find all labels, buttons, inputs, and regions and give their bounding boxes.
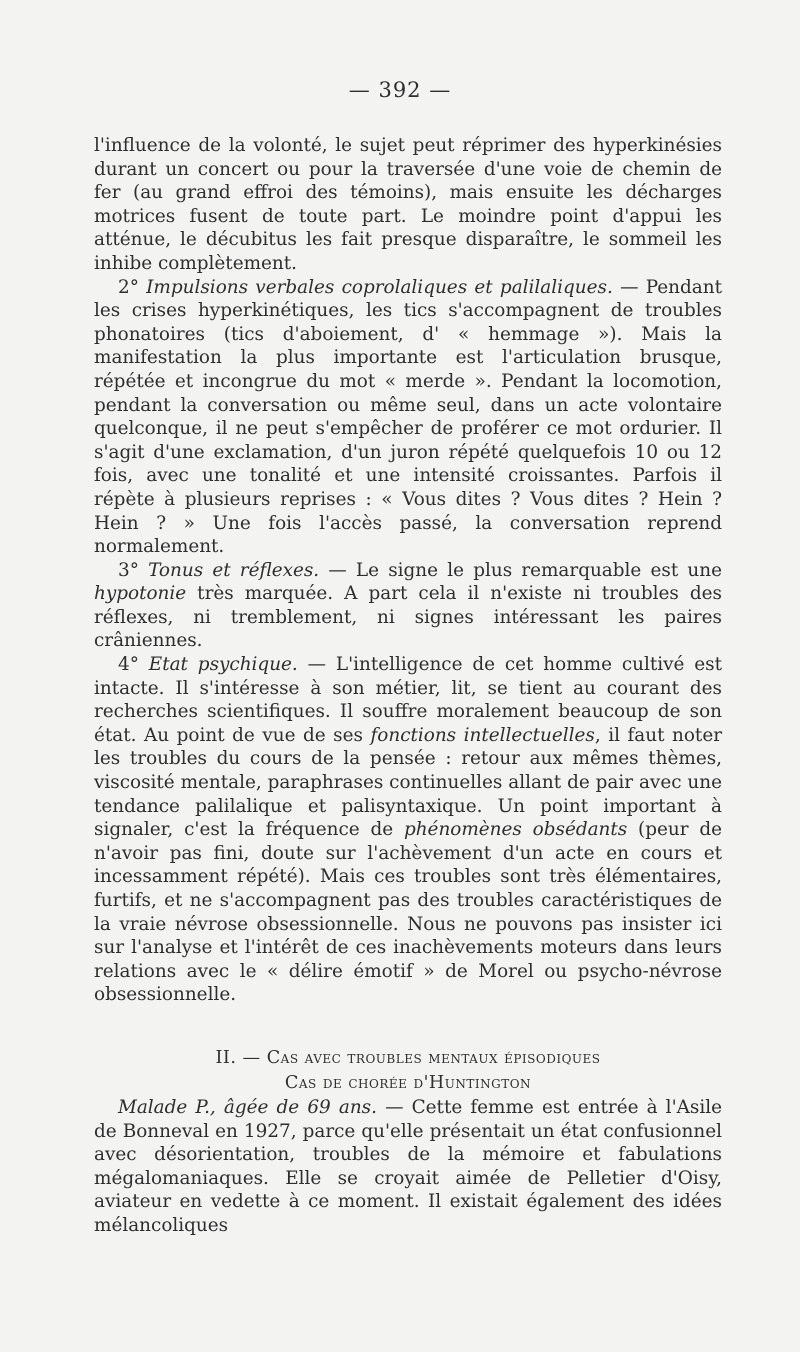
paragraph-3-text-b: très marquée. A part cela il n'existe ni troubles des réflexes, ni tremblement, ni signes intéressant les paires crâniennes. <box>94 583 722 652</box>
paragraph-2-text: — Pendant les crises hyperkinétiques, les tics s'accompagnent de troubles phonatoires (tics d'aboiement, d' « hemmage »). Mais la manifestation la plus importante est l'articulation brusque, répétée et incongrue du mot « merde ». Pendant la locomotion, pendant la conversation ou même seul, dans un acte volontaire quelconque, il ne peut s'empêcher de proférer ce mot ordurier. Il s'agit d'une exclamation, d'un juron répété quelquefois 10 ou 12 fois, avec une tonalité et une intensité croissantes. Parfois il répète à plusieurs reprises : « Vous dites ? Vous dites ? Hein ? Hein ? » Une fois l'accès passé, la conversation reprend normalement. <box>94 276 722 558</box>
section-heading: II. — Cas avec troubles mentaux épisodiques <box>215 1047 601 1068</box>
case-title: Malade P., âgée de 69 ans. <box>118 1096 377 1118</box>
page-number: — 392 — <box>348 78 452 102</box>
paragraph-5 <box>94 1096 722 1238</box>
paragraph-1: l'influence de la volonté, le sujet peut réprimer des hyperkinésies durant un concert ou pour la traversée d'une voie de chemin de fer (au grand effroi des témoins), mais ensuite les décharges motrices fusent de toute part. Le moindre point d'appui les atténue, le décubitus les fait presque disparaître, le sommeil les inhibe complètement. <box>94 135 722 274</box>
paragraph-4-text-b: , il faut noter les troubles du cours de la pensée : retour aux mêmes thèmes, viscosité mentale, paraphrases continuelles allant de pair avec une tendance palilalique et palisyntaxique. Un point important à signaler, c'est la fréquence de <box>94 724 723 841</box>
paragraph-4-text-c: (peur de n'avoir pas fini, doute sur l'achèvement d'un acte en cours et incessamment répété). Mais ces troubles sont très élémentaires, furtifs, et ne s'accompagnent pas des troubles caractéristiques de la vraie névrose obsessionnelle. Nous ne pouvons pas insister ici sur l'analyse et l'intérêt de ces inachèvements moteurs dans leurs relations avec le « délire émotif » de Morel ou psycho-névrose obsessionnelle. <box>94 819 722 1006</box>
term-hypotonie: hypotonie <box>94 583 187 605</box>
term-intellectual-functions: fonctions intellectuelles <box>370 724 595 746</box>
paragraph-2 <box>94 276 722 559</box>
paragraph-5-text: — Cette femme est entrée à l'Asile de Bonneval en 1927, parce qu'elle présentait un état confusionnel avec désorientation, troubles de la mémoire et fabulations mégalomaniaques. Elle se croyait aimée de Pelletier d'Oisy, aviateur en vedette à ce moment. Il existait également des idées mélancoliques <box>94 1096 722 1236</box>
section-title-verbal-impulses: Impulsions verbales coprolaliques et palilaliques. <box>146 276 613 298</box>
section-number-3: 3° <box>118 559 149 581</box>
paragraph-4 <box>94 653 722 1007</box>
paragraph-3 <box>94 559 722 653</box>
section-number-4: 4° <box>118 654 149 676</box>
section-number-2: 2° <box>118 276 147 298</box>
paragraph-4-text-a: — L'intelligence de cet homme cultivé est intacte. Il s'intéresse à son métier, lit, se tient au courant des recherches scientifiques. Il souffre moralement beaucoup de son état. Au point de vue de ses <box>94 654 722 746</box>
section-title-psychic-state: Etat psychique. <box>148 654 298 676</box>
section-subheading: Cas de chorée d'Huntington <box>284 1072 532 1093</box>
paragraph-3-text-a: — Le signe le plus remarquable est une <box>319 559 722 581</box>
section-title-tonus: Tonus et réflexes. <box>148 559 320 581</box>
page-body <box>94 134 722 1238</box>
term-obsessive-phenomena: phénomènes obsédants <box>403 819 628 841</box>
